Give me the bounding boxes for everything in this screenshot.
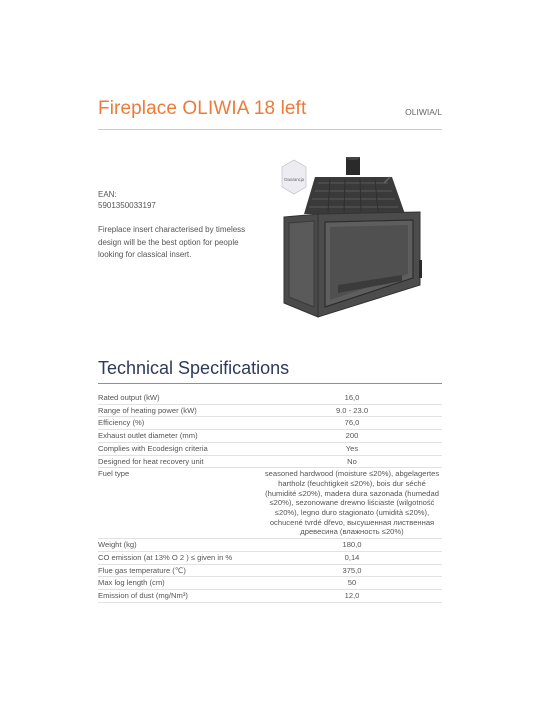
spec-value: 180,0 — [262, 539, 442, 552]
spec-row — [98, 455, 442, 468]
warranty-badge-icon — [282, 160, 306, 194]
spec-row — [98, 442, 442, 455]
spec-label: Emission of dust (mg/Nm³) — [98, 589, 262, 602]
spec-row — [98, 404, 442, 417]
product-title: Fireplace OLIWIA 18 left — [98, 98, 307, 119]
specs-heading-rule — [98, 383, 442, 384]
spec-value: 50 — [262, 577, 442, 590]
spec-label: Max log length (cm) — [98, 577, 262, 590]
spec-row — [98, 417, 442, 430]
ean-label: EAN: — [98, 190, 117, 199]
product-description: Fireplace insert characterised by timeless design will be the best option for people looking for classical insert. — [98, 225, 246, 259]
spec-row — [98, 551, 442, 564]
spec-value: 16,0 — [262, 392, 442, 404]
spec-label: Weight (kg) — [98, 539, 262, 552]
fireplace-image — [270, 157, 440, 327]
spec-value: Yes — [262, 442, 442, 455]
spec-label: Complies with Ecodesign criteria — [98, 442, 262, 455]
spec-label: Fuel type — [98, 468, 262, 539]
spec-row — [98, 430, 442, 443]
spec-value: 0,14 — [262, 551, 442, 564]
spec-row — [98, 589, 442, 602]
spec-label: Range of heating power (kW) — [98, 404, 262, 417]
specs-table — [98, 392, 442, 603]
spec-row — [98, 539, 442, 552]
spec-label: Rated output (kW) — [98, 392, 262, 404]
spec-value: No — [262, 455, 442, 468]
spec-value: 76,0 — [262, 417, 442, 430]
header-divider — [98, 129, 442, 130]
spec-label: CO emission (at 13% O 2 ) ≤ given in % — [98, 551, 262, 564]
spec-value: seasoned hardwood (moisture ≤20%), abgelagertes hartholz (feuchtigkeit ≤20%), bois dur séché (humidité ≤20%), madera dura sazonada (humedad ≤20%), sezonowane drewno liściaste (wilgotność ≤20%), legno duro stagionato (umidità ≤20%), ochucené tvrdé dřevo, высушенная лиственная древесина (влажность ≤20%) — [262, 468, 442, 539]
spec-label: Designed for heat recovery unit — [98, 455, 262, 468]
ean-value: 5901350033197 — [98, 201, 156, 210]
spec-value: 9.0 - 23.0 — [262, 404, 442, 417]
product-code: OLIWIA/L — [405, 107, 442, 117]
specs-heading: Technical Specifications — [98, 358, 290, 378]
spec-value: 200 — [262, 430, 442, 443]
warranty-badge-text: Gwarancja — [283, 177, 305, 182]
spec-value: 375,0 — [262, 564, 442, 577]
spec-value: 12,0 — [262, 589, 442, 602]
spec-label: Flue gas temperature (℃) — [98, 564, 262, 577]
spec-row — [98, 468, 442, 539]
spec-label: Efficiency (%) — [98, 417, 262, 430]
spec-row — [98, 564, 442, 577]
spec-label: Exhaust outlet diameter (mm) — [98, 430, 262, 443]
spec-row — [98, 577, 442, 590]
spec-row — [98, 392, 442, 404]
